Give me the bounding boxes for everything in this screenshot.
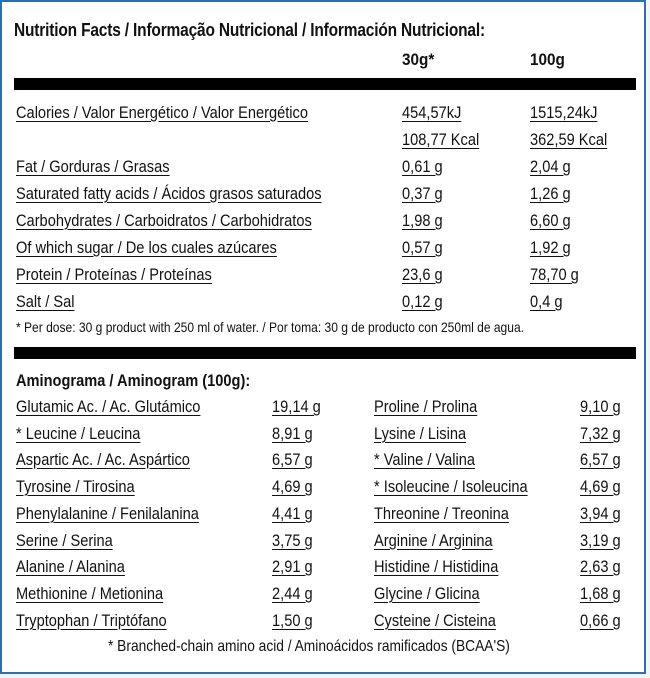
- amino-acid-value: 0,66 g: [580, 611, 621, 630]
- amino-acid-value: 19,14 g: [272, 397, 321, 416]
- value-per-30g: 0,61 g: [402, 157, 443, 176]
- amino-acid-value: 4,69 g: [580, 477, 621, 496]
- amino-acid-name: Tyrosine / Tirosina: [16, 477, 135, 496]
- amino-acid-value: 3,94 g: [580, 504, 621, 523]
- value-per-100g: 0,4 g: [530, 292, 563, 311]
- aminogram-title: Aminograma / Aminogram (100g):: [16, 371, 251, 390]
- amino-acid-name: Glutamic Ac. / Ac. Glutámico: [16, 397, 201, 416]
- amino-row: [2, 503, 648, 529]
- value-per-30g: 1,98 g: [402, 211, 443, 230]
- nutrition-row: [2, 129, 648, 156]
- amino-acid-name: * Isoleucine / Isoleucina: [374, 477, 528, 496]
- value-per-100g: 1515,24kJ: [530, 103, 598, 122]
- top-divider-bar: [14, 78, 636, 90]
- amino-acid-value: 4,69 g: [272, 477, 313, 496]
- amino-acid-value: 9,10 g: [580, 397, 621, 416]
- nutrition-row: [2, 102, 648, 129]
- amino-acid-name: Phenylalanine / Fenilalanina: [16, 504, 199, 523]
- amino-acid-name: Proline / Prolina: [374, 397, 478, 416]
- amino-row: [2, 396, 648, 422]
- amino-acid-value: 3,75 g: [272, 531, 313, 550]
- amino-acid-name: Serine / Serina: [16, 531, 113, 550]
- nutrition-row: [2, 264, 648, 291]
- value-per-30g: 0,37 g: [402, 184, 443, 203]
- nutrition-row: [2, 210, 648, 237]
- amino-acid-name: Tryptophan / Triptófano: [16, 611, 167, 630]
- value-per-100g: 1,26 g: [530, 184, 571, 203]
- amino-acid-value: 4,41 g: [272, 504, 313, 523]
- amino-acid-value: 7,32 g: [580, 424, 621, 443]
- nutrition-row: [2, 156, 648, 183]
- amino-acid-value: 6,57 g: [272, 450, 313, 469]
- amino-row: [2, 556, 648, 582]
- nutrient-label: Protein / Proteínas / Proteínas: [16, 265, 212, 284]
- amino-acid-value: 2,44 g: [272, 584, 313, 603]
- amino-row: [2, 449, 648, 475]
- value-per-30g: 454,57kJ: [402, 103, 462, 122]
- dose-note: * Per dose: 30 g product with 250 ml of water. / Por toma: 30 g de producto con 250ml de agua.: [16, 319, 524, 335]
- amino-acid-value: 3,19 g: [580, 531, 621, 550]
- amino-row: [2, 423, 648, 449]
- amino-acid-name: * Leucine / Leucina: [16, 424, 141, 443]
- amino-acid-name: Glycine / Glicina: [374, 584, 480, 603]
- panel-title: Nutrition Facts / Informação Nutricional / Información Nutricional:: [14, 20, 485, 40]
- value-per-100g: 78,70 g: [530, 265, 579, 284]
- nutrient-label: Fat / Gorduras / Grasas: [16, 157, 170, 176]
- header-100g: 100g: [530, 50, 565, 69]
- amino-row: [2, 530, 648, 556]
- amino-row: [2, 583, 648, 609]
- value-per-100g: 2,04 g: [530, 157, 571, 176]
- value-per-30g: 0,12 g: [402, 292, 443, 311]
- amino-row: [2, 476, 648, 502]
- amino-acid-value: 1,50 g: [272, 611, 313, 630]
- amino-acid-name: * Valine / Valina: [374, 450, 476, 469]
- amino-acid-name: Cysteine / Cisteina: [374, 611, 496, 630]
- nutrition-row: [2, 291, 648, 318]
- nutrient-label: Of which sugar / De los cuales azúcares: [16, 238, 277, 257]
- nutrient-label: Calories / Valor Energético / Valor Energético: [16, 103, 309, 122]
- bcaa-footnote: * Branched-chain amino acid / Aminoácidos ramificados (BCAA'S): [108, 638, 510, 655]
- amino-acid-value: 1,68 g: [580, 584, 621, 603]
- value-per-30g: 0,57 g: [402, 238, 443, 257]
- value-per-100g: 6,60 g: [530, 211, 571, 230]
- amino-acid-name: Threonine / Treonina: [374, 504, 509, 523]
- amino-row: [2, 610, 648, 636]
- nutrition-row: [2, 237, 648, 264]
- amino-acid-name: Lysine / Lisina: [374, 424, 467, 443]
- middle-divider-bar: [14, 347, 636, 359]
- amino-acid-name: Methionine / Metionina: [16, 584, 164, 603]
- value-per-100g: 1,92 g: [530, 238, 571, 257]
- value-per-100g: 362,59 Kcal: [530, 130, 608, 149]
- nutrition-row: [2, 183, 648, 210]
- amino-acid-value: 6,57 g: [580, 450, 621, 469]
- value-per-30g: 23,6 g: [402, 265, 443, 284]
- amino-acid-value: 2,63 g: [580, 557, 621, 576]
- amino-acid-name: Aspartic Ac. / Ac. Aspártico: [16, 450, 190, 469]
- amino-acid-value: 2,91 g: [272, 557, 313, 576]
- amino-acid-value: 8,91 g: [272, 424, 313, 443]
- value-per-30g: 108,77 Kcal: [402, 130, 480, 149]
- header-30g: 30g*: [402, 50, 435, 69]
- nutrient-label: Carbohydrates / Carboidratos / Carbohidratos: [16, 211, 312, 230]
- amino-acid-name: Arginine / Arginina: [374, 531, 493, 550]
- nutrient-label: Saturated fatty acids / Ácidos grasos saturados: [16, 184, 322, 203]
- nutrient-label: Salt / Sal: [16, 292, 75, 311]
- amino-acid-name: Alanine / Alanina: [16, 557, 125, 576]
- amino-acid-name: Histidine / Histidina: [374, 557, 499, 576]
